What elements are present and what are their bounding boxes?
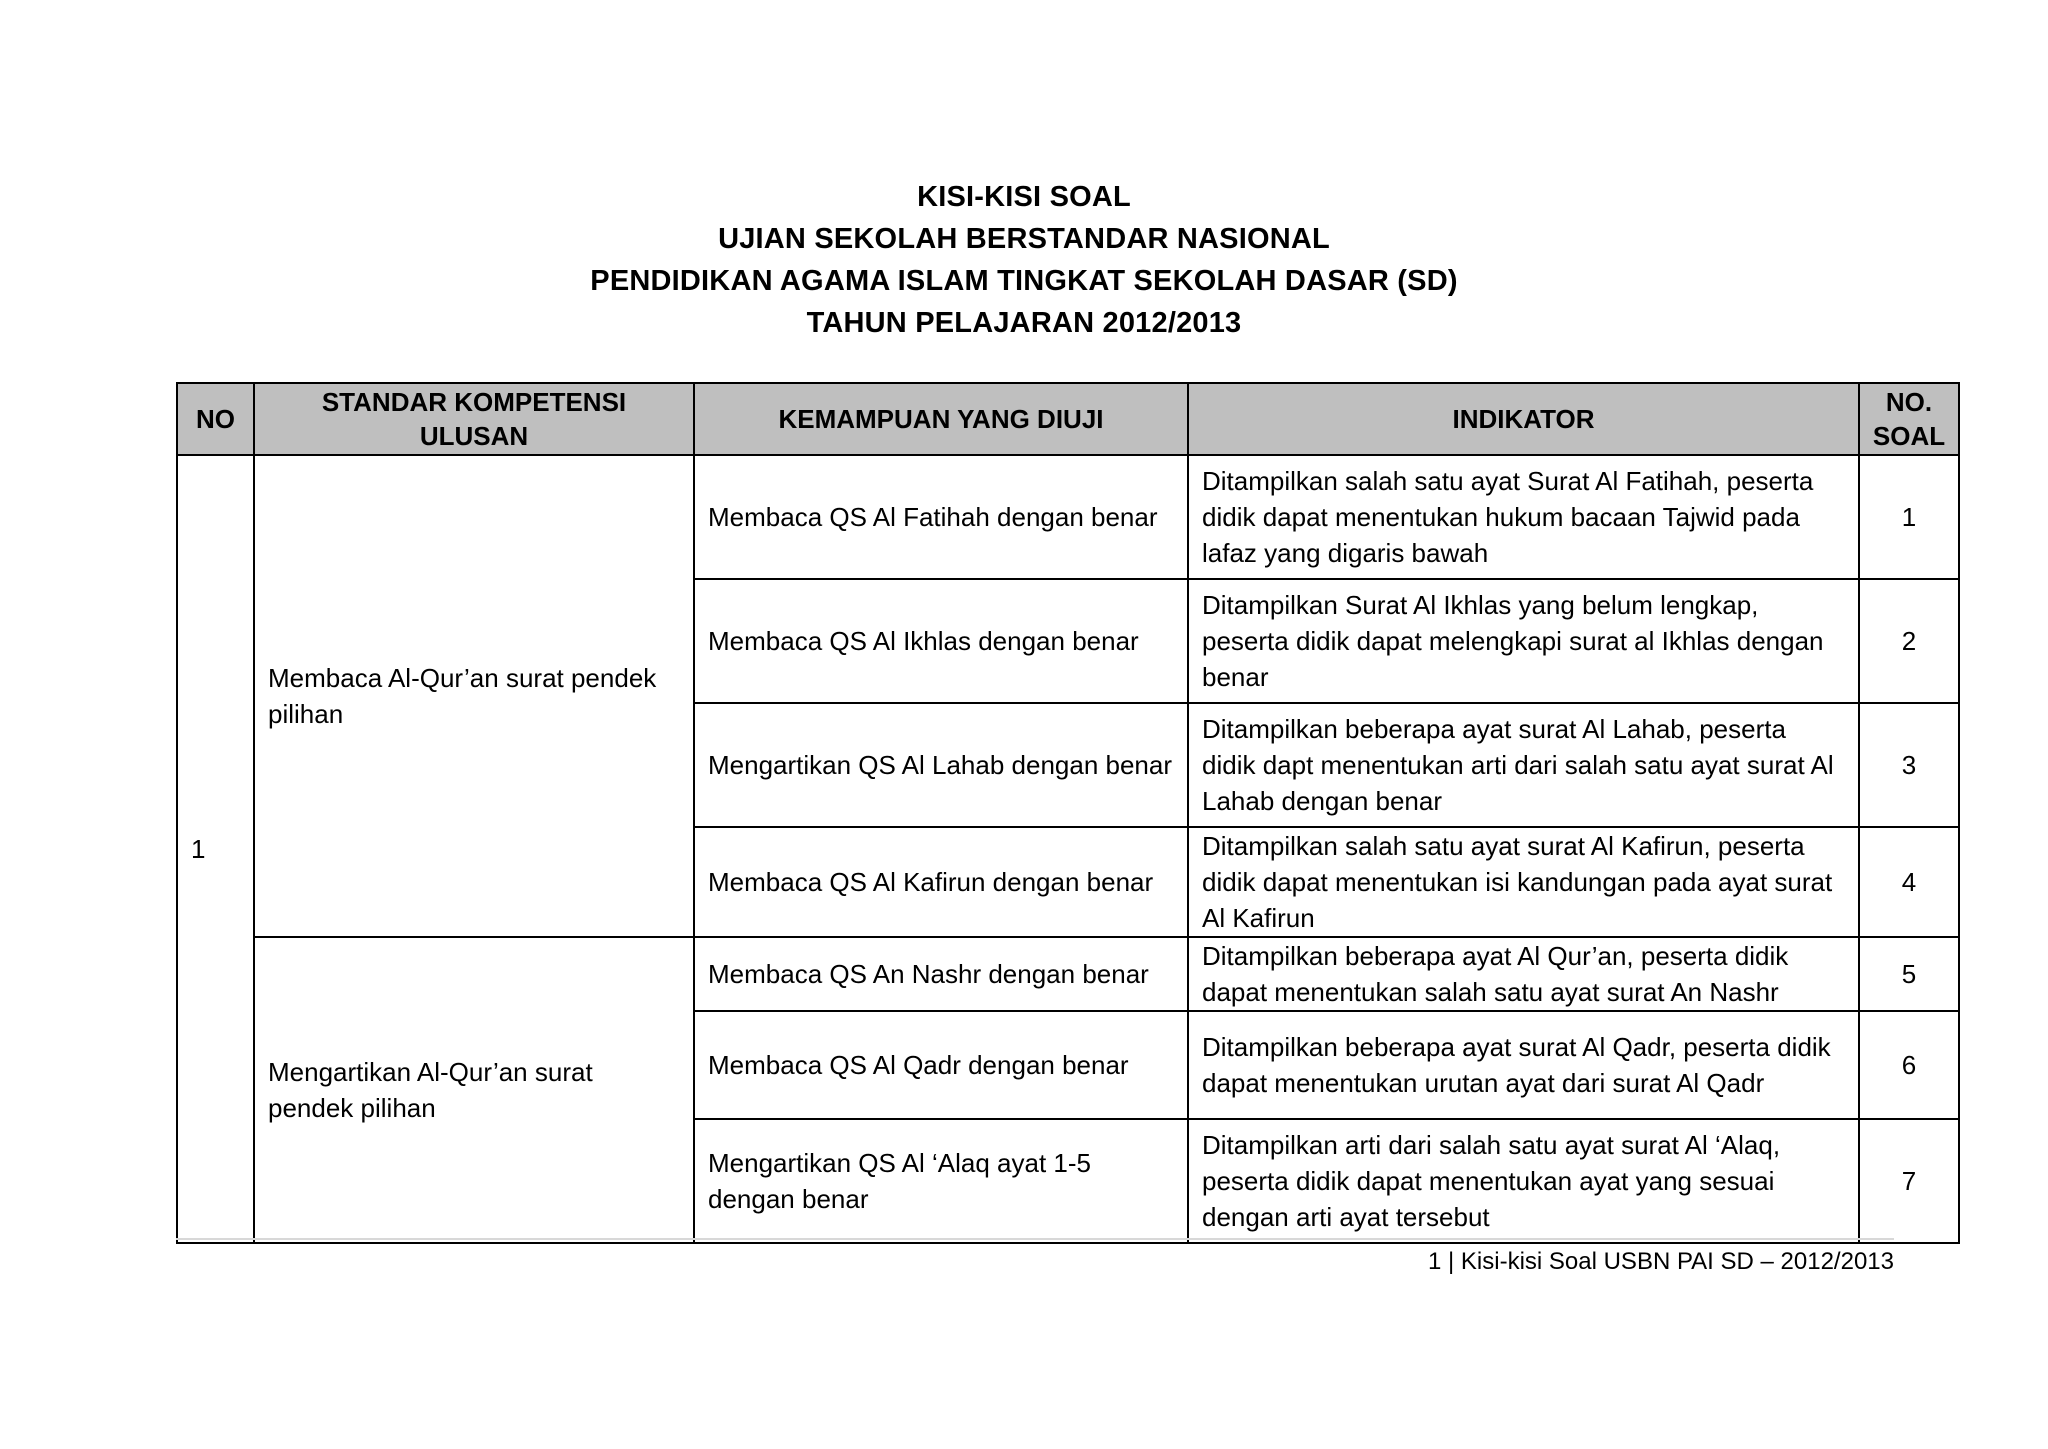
page-footer: 1 | Kisi-kisi Soal USBN PAI SD – 2012/2013 xyxy=(176,1238,1894,1276)
indikator-cell: Ditampilkan beberapa ayat surat Al Qadr, peserta didik dapat menentukan urutan ayat dari surat Al Qadr xyxy=(1188,1011,1859,1119)
table-header-row xyxy=(177,383,1959,455)
title-line-4: TAHUN PELAJARAN 2012/2013 xyxy=(806,307,1242,339)
header-no: NO xyxy=(177,383,254,455)
no-soal-cell: 1 xyxy=(1859,455,1959,579)
indikator-cell: Ditampilkan salah satu ayat surat Al Kafirun, peserta didik dapat menentukan isi kandungan pada ayat surat Al Kafirun xyxy=(1188,827,1859,937)
kemampuan-cell: Mengartikan QS Al Lahab dengan benar xyxy=(694,703,1188,827)
kemampuan-cell: Membaca QS Al Kafirun dengan benar xyxy=(694,827,1188,937)
indikator-cell: Ditampilkan beberapa ayat surat Al Lahab, peserta didik dapt menentukan arti dari salah satu ayat surat Al Lahab dengan benar xyxy=(1188,703,1859,827)
header-indikator: INDIKATOR xyxy=(1188,383,1859,455)
no-soal-cell: 2 xyxy=(1859,579,1959,703)
header-standar-kompetensi: STANDAR KOMPETENSI ULUSAN xyxy=(254,383,694,455)
no-soal-cell: 3 xyxy=(1859,703,1959,827)
title-line-1: KISI-KISI SOAL xyxy=(917,181,1131,213)
header-kemampuan: KEMAMPUAN YANG DIUJI xyxy=(694,383,1188,455)
kisi-kisi-table xyxy=(176,382,1960,1244)
row-number: 1 xyxy=(177,455,254,1243)
standar-kompetensi-cell: Membaca Al-Qur’an surat pendek pilihan xyxy=(254,455,694,937)
indikator-cell: Ditampilkan arti dari salah satu ayat surat Al ‘Alaq, peserta didik dapat menentukan ayat yang sesuai dengan arti ayat tersebut xyxy=(1188,1119,1859,1243)
header-no-soal-line-1: NO. xyxy=(1885,387,1933,417)
header-no-soal xyxy=(1859,383,1959,455)
title-line-3: PENDIDIKAN AGAMA ISLAM TINGKAT SEKOLAH DASAR (SD) xyxy=(590,265,1458,297)
no-soal-cell: 6 xyxy=(1859,1011,1959,1119)
header-no-soal-line-2: SOAL xyxy=(1872,421,1946,451)
indikator-cell: Ditampilkan Surat Al Ikhlas yang belum lengkap, peserta didik dapat melengkapi surat al Ikhlas dengan benar xyxy=(1188,579,1859,703)
table-row xyxy=(177,455,1959,579)
kemampuan-cell: Membaca QS Al Qadr dengan benar xyxy=(694,1011,1188,1119)
no-soal-cell: 7 xyxy=(1859,1119,1959,1243)
indikator-cell: Ditampilkan salah satu ayat Surat Al Fatihah, peserta didik dapat menentukan hukum bacaan Tajwid pada lafaz yang digaris bawah xyxy=(1188,455,1859,579)
document-title xyxy=(0,176,2048,344)
kemampuan-cell: Membaca QS Al Ikhlas dengan benar xyxy=(694,579,1188,703)
kemampuan-cell: Membaca QS An Nashr dengan benar xyxy=(694,937,1188,1011)
table-row xyxy=(177,937,1959,1011)
standar-kompetensi-cell: Mengartikan Al-Qur’an surat pendek pilihan xyxy=(254,937,694,1243)
no-soal-cell: 5 xyxy=(1859,937,1959,1011)
indikator-cell: Ditampilkan beberapa ayat Al Qur’an, peserta didik dapat menentukan salah satu ayat surat An Nashr xyxy=(1188,937,1859,1011)
title-line-2: UJIAN SEKOLAH BERSTANDAR NASIONAL xyxy=(718,223,1330,255)
kemampuan-cell: Membaca QS Al Fatihah dengan benar xyxy=(694,455,1188,579)
kemampuan-cell: Mengartikan QS Al ‘Alaq ayat 1-5 dengan benar xyxy=(694,1119,1188,1243)
no-soal-cell: 4 xyxy=(1859,827,1959,937)
